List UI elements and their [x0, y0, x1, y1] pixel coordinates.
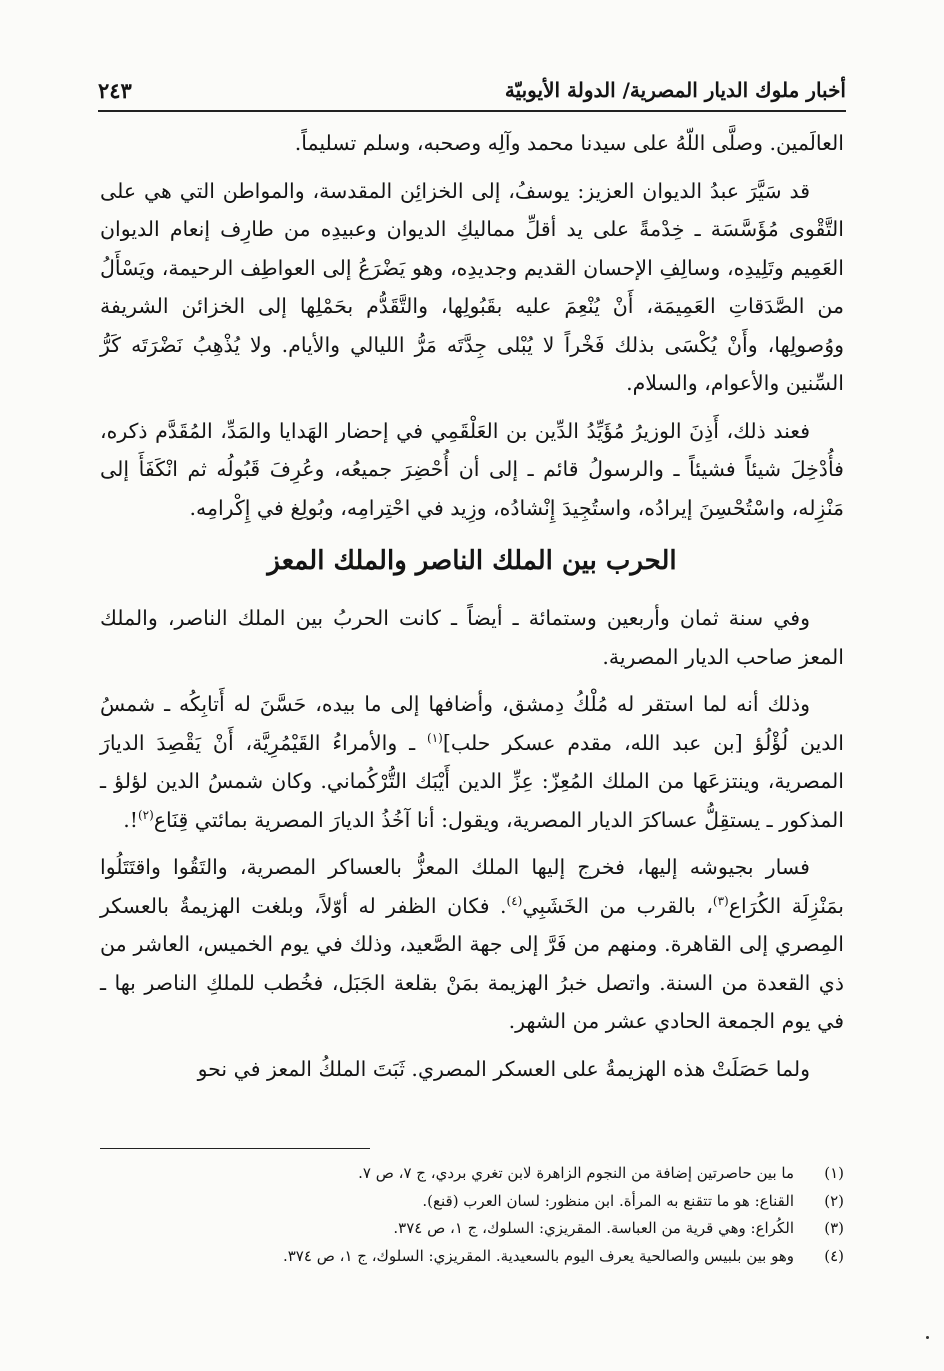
paragraph-6: [100, 848, 844, 1041]
paragraph-6-text-a: فسار بجيوشه إليها، فخرج إليها الملك المعزُّ بالعساكر المصرية، والتَقُوا واقتَتَلُوا بمَنْزِلَة الكُرَاع: [100, 855, 844, 918]
main-text: [100, 124, 844, 1097]
footnote-item: [100, 1215, 844, 1243]
paragraph-5-text-c: !.: [123, 807, 138, 832]
running-title: أخبار ملوك الديار المصرية/ الدولة الأيوبيّة: [504, 78, 846, 102]
paragraph-2: قد سَيَّرَ عبدُ الديوان العزيز: يوسفُ، إلى الخزائِن المقدسة، والمواطن التي هي على التَّقْوى مُؤَسَّسَة ـ خِدْمةً على يد أقلِّ مماليكِ الديوان وعبيدِه من طارِف إنعام الديوان العَمِيم وتَلِيدِه، وسالِفِ الإحسان القديم وجديدِه، وهو يَضْرَعُ إلى العواطِف الرحيمة، ويَسْأَلُ من الصَّدَقاتِ العَمِيمَة، أَنْ يُنْعِمَ عليه بقَبُولِها، والتَّقَدُّم بحَمْلِها إلى الخزائن الشريفة ووُصولِها، وأَنْ يُكْسَى بذلك فَخْراً لا يُبْلى جِدَّتَه مَرُّ الليالي والأيام. ولا يُذْهِبُ نَضْرَتَه كَرُّ السِّنين والأعوام، والسلام.: [100, 178, 844, 395]
footnote-number: (١): [824, 1164, 844, 1182]
paragraph-6-text-c: . فكان الظفر له أوّلاً، وبلغت الهزيمةُ بالعسكر المِصري إلى القاهرة. ومنهم من فَرَّ إلى جهة الصَّعيد، وذلك في يوم الخميس، العاشر من ذي القعدة من السنة. واتصل خبرُ الهزيمة بمَنْ بقلعة الجَبَل، فخُطب للملكِ الناصر بها ـ في يوم الجمعة الحادي عشر من الشهر.: [100, 893, 844, 1033]
footnote-marker-2: (٢): [137, 807, 154, 822]
section-heading: الحرب بين الملك الناصر والملك المعز: [267, 546, 677, 576]
scan-speck: [926, 1336, 929, 1339]
paragraph-7: ولما حَصَلَتْ هذه الهزيمةُ على العسكر المصري. ثَبَتَ الملكُ المعز في نحو: [197, 1056, 810, 1081]
paragraph-4: وفي سنة ثمان وأربعين وستمائة ـ أيضاً ـ كانت الحربُ بين الملك الناصر، والملك المعز صاحب الديار المصرية.: [100, 606, 844, 669]
page-header: [98, 70, 846, 112]
footnote-marker-1: (١): [427, 730, 443, 745]
footnote-item: [100, 1243, 844, 1271]
footnote-text: ما بين حاصرتين إضافة من النجوم الزاهرة لابن تغري بردي، ج ٧، ص ٧.: [358, 1164, 794, 1182]
footnote-text: القناع: هو ما تتقنع به المرأة. ابن منظور: لسان العرب (قنع).: [422, 1191, 794, 1210]
footnote-number: (٢): [824, 1191, 844, 1210]
paragraph-1: العالَمين. وصلَّى اللّهُ على سيدنا محمد وآلِه وصحبه، وسلم تسليماً.: [294, 131, 844, 155]
paragraph-6-text-b: ، بالقرب من الخَشَبِي: [522, 893, 713, 918]
page-number: ٢٤٣: [98, 77, 132, 103]
footnote-item: [100, 1188, 844, 1216]
paragraph-5: [100, 685, 844, 839]
footnote-number: (٣): [824, 1219, 844, 1237]
paragraph-5-text-b: ـ والأمراءُ القَيْمُرِيَّة، أَنْ يَقْصِدَ الديارَ المصرية، وينتزعَها من الملك المُعِزّ: عِزِّ الدين أَيْبَك التُّرْكُماني. وكان شمسُ الدين لؤلؤ ـ المذكور ـ يستقِلُّ عساكرَ الديار المصرية، ويقول: أنا آخُذُ الديارَ المصرية بمائتي قِنَاع: [100, 730, 844, 832]
footnote-item: [100, 1160, 844, 1188]
footnote-marker-4: (٤): [506, 893, 523, 908]
footnote-divider: [100, 1148, 370, 1149]
footnote-marker-3: (٣): [712, 893, 729, 908]
footnote-text: الكُراع: وهي قرية من العباسة. المقريزي: السلوك، ج ١، ص ٣٧٤.: [393, 1219, 794, 1237]
paragraph-3: فعند ذلك، أَذِنَ الوزيرُ مُؤَيِّدُ الدِّين بن العَلْقَمِي في إحضار الهَدايا والمَدِّ، المُقَدَّم ذكره، فأُدْخِلَ شيئاً فشيئاً ـ والرسولُ قائم ـ إلى أن أُحْضِرَ جميعُه، وعُرِفَ قَبُولُه ثم انْكَفَأَ إلى مَنْزِله، واسْتُحْسِنَ إيرادُه، واستُجِيدَ إِنْشادُه، وزِيد في احْتِرامِه، وبُولِغ في إِكْرامِه.: [100, 418, 844, 520]
footnotes: [100, 1160, 844, 1270]
paragraph-5-text-a: وذلك أنه لما استقر له مُلْكُ دِمشق، وأضافها إلى ما بيده، حَسَّنَ له أَتابِكُه ـ شمسُ الدين لُؤْلُؤ [بن عبد الله، مقدم عسكر حلب]: [100, 692, 844, 755]
footnote-text: وهو بين بلبيس والصالحية يعرف اليوم بالسعيدية. المقريزي: السلوك، ج ١، ص ٣٧٤.: [282, 1246, 794, 1265]
footnote-number: (٤): [824, 1246, 844, 1265]
